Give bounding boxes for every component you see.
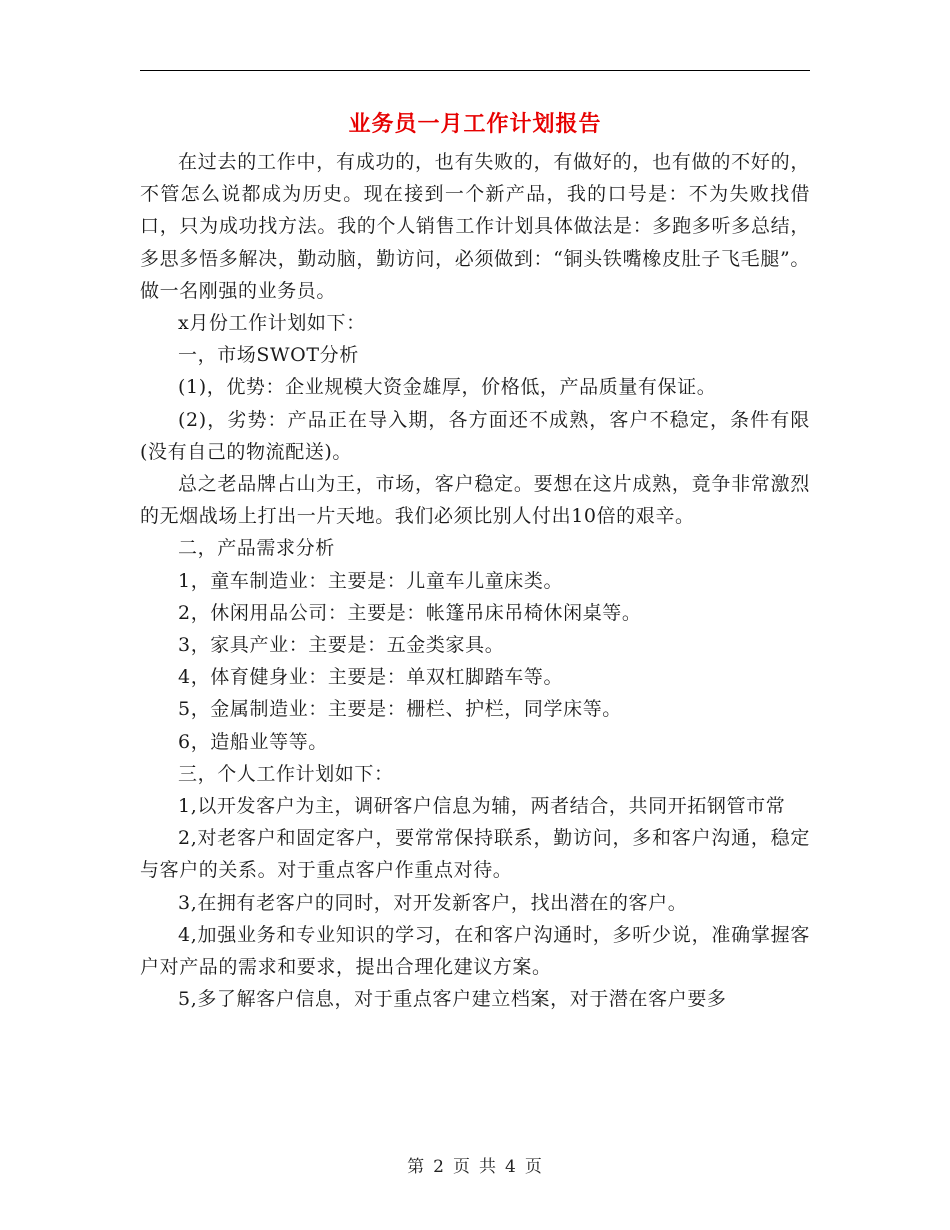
footer-total-unit: 页 — [524, 1157, 543, 1177]
list-item-demand-5: 5，金属制造业：主要是：栅栏、护栏，同学床等。 — [178, 698, 622, 721]
section-heading-demand: 二，产品需求分析 — [178, 537, 335, 560]
list-item-demand-4: 4，体育健身业：主要是：单双杠脚踏车等。 — [178, 666, 564, 689]
header-rule — [140, 70, 810, 71]
page-number: 2 — [433, 1157, 445, 1177]
list-item-demand-1: 1，童车制造业：主要是：儿童车儿童床类。 — [178, 569, 564, 592]
footer-page-unit: 页 — [453, 1157, 471, 1177]
paragraph-weaknesses: (2)，劣势：产品正在导入期，各方面还不成熟，客户不稳定，条件有限(没有自己的物流配送)。 — [140, 408, 810, 463]
list-item-plan-4: 4,加强业务和专业知识的学习，在和客户沟通时，多听少说，准确掌握客户对产品的需求和要求，提出合理化建议方案。 — [140, 923, 810, 979]
list-item-demand-3: 3，家具产业：主要是：五金类家具。 — [178, 634, 505, 657]
total-pages: 4 — [505, 1157, 517, 1177]
footer-total-prefix: 共 — [479, 1157, 497, 1177]
document-body — [140, 146, 810, 1015]
list-item-plan-5: 5,多了解客户信息，对于重点客户建立档案，对于潜在客户要多 — [178, 988, 727, 1011]
list-item-demand-6: 6，造船业等等。 — [178, 730, 328, 753]
list-item-plan-2: 2,对老客户和固定客户，要常常保持联系，勤访问，多和客户沟通，稳定与客户的关系。对于重点客户作重点对待。 — [140, 827, 810, 882]
page-footer — [0, 1152, 950, 1177]
list-item-plan-1: 1,以开发客户为主，调研客户信息为辅，两者结合，共同开拓钢管市常 — [178, 795, 786, 818]
paragraph-strengths: (1)，优势：企业规模大资金雄厚，价格低，产品质量有保证。 — [178, 376, 717, 399]
paragraph-plan-heading: x月份工作计划如下： — [178, 312, 366, 335]
paragraph-intro: 在过去的工作中，有成功的，也有失败的，有做好的，也有做的不好的，不管怎么说都成为历史。现在接到一个新产品，我的口号是：不为失败找借口，只为成功找方法。我的个人销售工作计划具体做法是：多跑多听多总结，多思多悟多解决，勤动脑，勤访问，必须做到：“铜头铁嘴橡皮肚子飞毛腿”。做一名刚强的业务员。 — [140, 151, 810, 302]
footer-prefix: 第 — [407, 1157, 426, 1177]
section-heading-swot: 一，市场SWOT分析 — [178, 344, 359, 367]
paragraph-summary: 总之老品牌占山为王，市场，客户稳定。要想在这片成熟，竟争非常激烈的无烟战场上打出一片天地。我们必须比别人付出10倍的艰辛。 — [140, 473, 810, 528]
document-title: 业务员一月工作计划报告 — [348, 112, 602, 137]
list-item-demand-2: 2，休闲用品公司：主要是：帐篷吊床吊椅休闲桌等。 — [178, 601, 642, 624]
list-item-plan-3: 3,在拥有老客户的同时，对开发新客户，找出潜在的客户。 — [178, 891, 688, 914]
section-heading-personal-plan: 三，个人工作计划如下： — [178, 762, 394, 785]
